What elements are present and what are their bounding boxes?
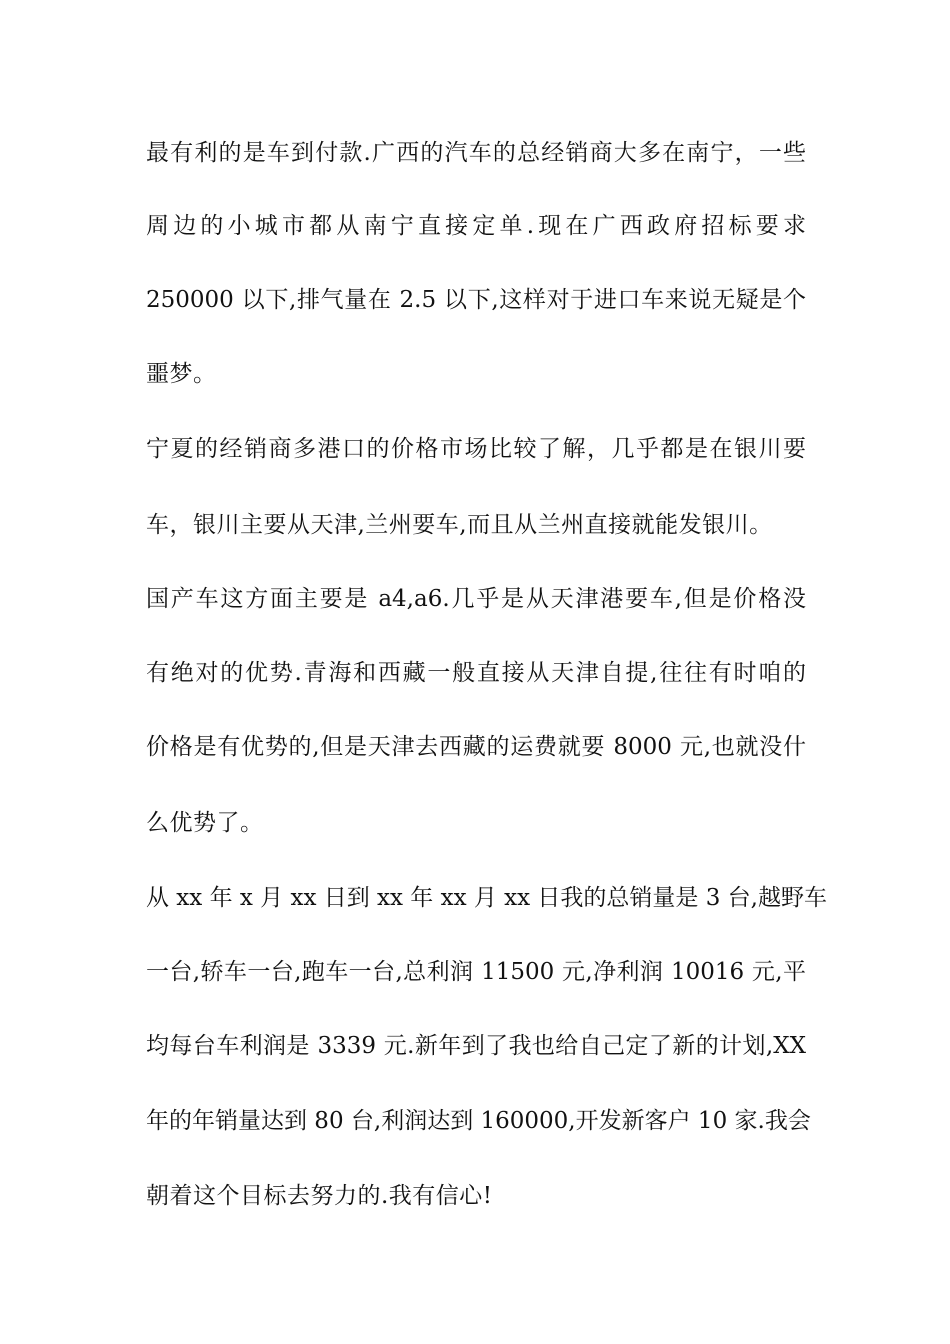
text-line: 有绝对的优势.青海和西藏一般直接从天津自提,往往有时咱的 [146, 660, 806, 686]
text-line: 国产车这方面主要是 a4,a6.几乎是从天津港要车,但是价格没 [146, 586, 806, 612]
text-line: 么优势了。 [146, 810, 264, 836]
text-line: 均每台车利润是 3339 元.新年到了我也给自己定了新的计划,XX [146, 1033, 806, 1059]
text-line: 从 xx 年 x 月 xx 日到 xx 年 xx 月 xx 日我的总销量是 3 台,越野车 [146, 885, 827, 911]
text-line: 噩梦。 [146, 361, 217, 387]
text-line: 最有利的是车到付款.广西的汽车的总经销商大多在南宁，一些 [146, 140, 806, 166]
text-line: 周边的小城市都从南宁直接定单.现在广西政府招标要求 [146, 213, 806, 239]
text-line: 年的年销量达到 80 台,利润达到 160000,开发新客户 10 家.我会 [146, 1108, 811, 1134]
text-line: 宁夏的经销商多港口的价格市场比较了解，几乎都是在银川要 [146, 436, 806, 462]
text-line: 价格是有优势的,但是天津去西藏的运费就要 8000 元,也就没什 [146, 734, 806, 760]
text-line: 车，银川主要从天津,兰州要车,而且从兰州直接就能发银川。 [146, 512, 773, 538]
text-line: 一台,轿车一台,跑车一台,总利润 11500 元,净利润 10016 元,平 [146, 959, 806, 985]
text-line: 朝着这个目标去努力的.我有信心! [146, 1183, 493, 1209]
text-line: 250000 以下,排气量在 2.5 以下,这样对于进口车来说无疑是个 [146, 287, 806, 313]
